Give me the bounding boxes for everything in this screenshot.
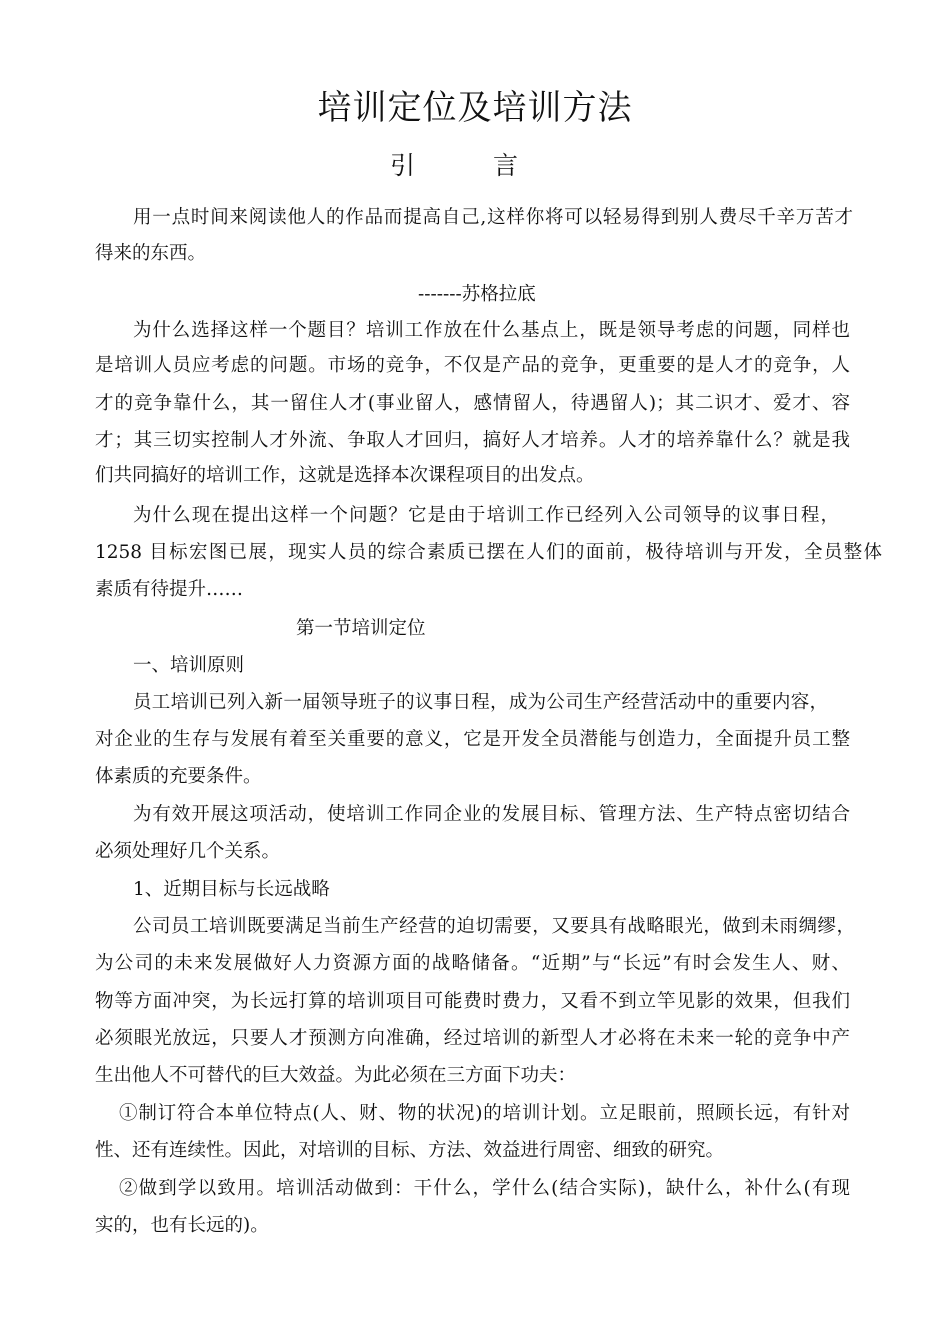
- paragraph-line: 必须眼光放远，只要人才预测方向准确，经过培训的新型人才必将在未来一轮的竞争中产: [95, 1028, 850, 1049]
- quote-line: 用一点时间来阅读他人的作品而提高自己,这样你将可以轻易得到别人费尽千辛万苦才: [133, 207, 853, 228]
- item-heading: 1、近期目标与长远战略: [133, 879, 330, 900]
- paragraph-line: 对企业的生存与发展有着至关重要的意义，它是开发全员潜能与创造力，全面提升员工整: [95, 729, 850, 750]
- paragraph-line: 员工培训已列入新一届领导班子的议事日程，成为公司生产经营活动中的重要内容，: [133, 692, 828, 713]
- paragraph-line: 为公司的未来发展做好人力资源方面的战略储备。“近期”与“长远”有时会发生人、财、: [95, 953, 850, 974]
- list-item: ①制订符合本单位特点(人、财、物的状况)的培训计划。立足眼前，照顾长远，有针对: [119, 1103, 850, 1124]
- paragraph-line: 为有效开展这项活动，使培训工作同企业的发展目标、管理方法、生产特点密切结合: [133, 804, 850, 825]
- document-title: 培训定位及培训方法: [317, 88, 633, 128]
- paragraph-line: 才的竞争靠什么，其一留住人才(事业留人，感情留人，待遇留人)；其二识才、爱才、容: [95, 393, 850, 414]
- paragraph-line: 1258 目标宏图已展，现实人员的综合素质已摆在人们的面前，极待培训与开发，全员整体: [95, 542, 882, 563]
- paragraph-line: 素质有待提升……: [95, 579, 244, 600]
- paragraph-line: 物等方面冲突，为长远打算的培训项目可能费时费力，又看不到立竿见影的效果，但我们: [95, 991, 850, 1012]
- subsection-heading: 一、培训原则: [133, 655, 245, 676]
- preface-heading-char-1: 引: [390, 151, 416, 180]
- paragraph-line: 必须处理好几个关系。: [95, 841, 281, 862]
- section-heading: 第一节培训定位: [296, 618, 426, 639]
- paragraph-line: 们共同搞好的培训工作，这就是选择本次课程项目的出发点。: [95, 465, 595, 486]
- list-item: 实的，也有长远的)。: [95, 1215, 269, 1236]
- quote-line: 得来的东西。: [95, 243, 207, 264]
- paragraph-line: 公司员工培训既要满足当前生产经营的迫切需要，又要具有战略眼光，做到未雨绸缪，: [133, 916, 855, 937]
- paragraph-line: 为什么选择这样一个题目？培训工作放在什么基点上，既是领导考虑的问题，同样也: [133, 320, 850, 341]
- paragraph-line: 才；其三切实控制人才外流、争取人才回归，搞好人才培养。人才的培养靠什么？就是我: [95, 430, 850, 451]
- list-item: 性、还有连续性。因此，对培训的目标、方法、效益进行周密、细致的研究。: [95, 1140, 725, 1161]
- paragraph-line: 生出他人不可替代的巨大效益。为此必须在三方面下功夫：: [95, 1065, 577, 1086]
- list-item: ②做到学以致用。培训活动做到：干什么，学什么(结合实际)，缺什么，补什么(有现: [119, 1178, 850, 1199]
- preface-heading-char-2: 言: [493, 151, 519, 180]
- paragraph-line: 体素质的充要条件。: [95, 766, 262, 787]
- paragraph-line: 为什么现在提出这样一个问题？它是由于培训工作已经列入公司领导的议事日程，: [133, 505, 839, 526]
- quote-author: -------苏格拉底: [418, 284, 536, 305]
- paragraph-line: 是培训人员应考虑的问题。市场的竞争，不仅是产品的竞争，更重要的是人才的竞争，人: [95, 355, 850, 376]
